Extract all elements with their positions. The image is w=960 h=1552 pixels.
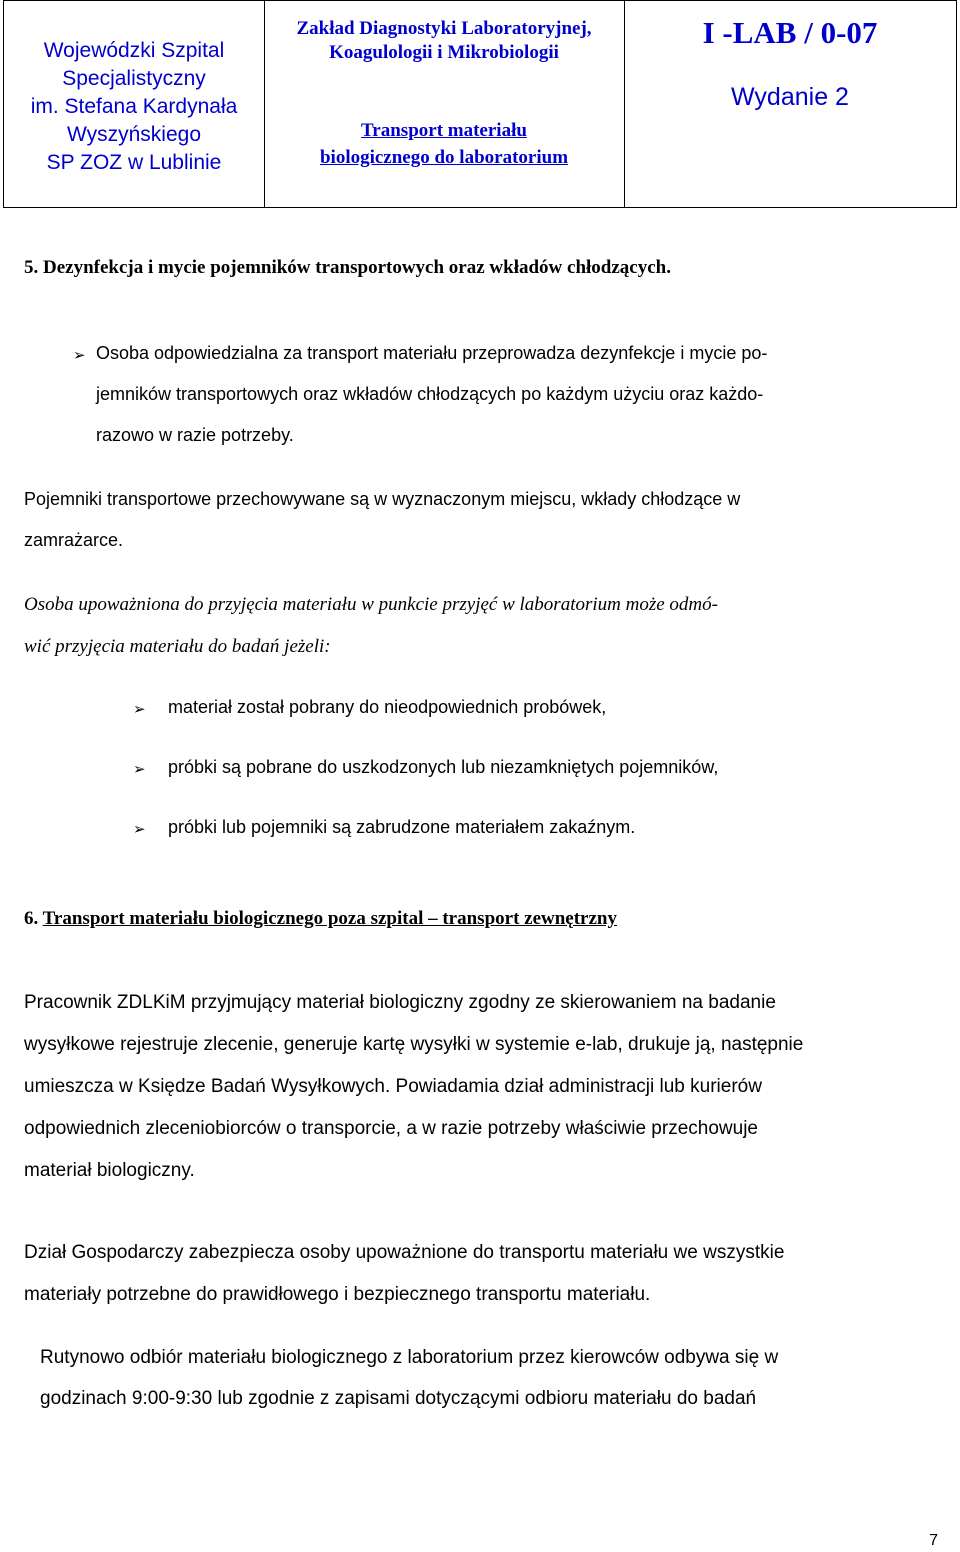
paragraph-line: Rutynowo odbiór materiału biologicznego z laboratorium przez kierowców odbywa się w <box>40 1347 779 1368</box>
paragraph-line: Dział Gospodarczy zabezpiecza osoby upoważnione do transportu materiału we wszystkie <box>24 1242 785 1263</box>
refusal-line: Osoba upoważniona do przyjęcia materiału w punkcie przyjęć w laboratorium może odmó- <box>24 594 718 615</box>
page-number: 7 <box>929 1532 938 1549</box>
refusal-item: próbki są pobrane do uszkodzonych lub niezamkniętych pojemników, <box>168 757 719 777</box>
section6-title: Transport materiału biologicznego poza szpital – transport zewnętrzny <box>42 908 617 929</box>
arrowhead-bullet-icon: ➢ <box>133 760 146 778</box>
bullet-line: jemników transportowych oraz wkładów chłodzących po każdym użyciu oraz każdo- <box>96 384 764 404</box>
paragraph-line: Pracownik ZDLKiM przyjmujący materiał biologiczny zgodny ze skierowaniem na badanie <box>24 992 776 1013</box>
hospital-line: Specjalistyczny <box>62 67 206 90</box>
department-cell <box>264 1 625 207</box>
edition: Wydanie 2 <box>731 83 849 111</box>
hospital-name <box>4 37 264 177</box>
hospital-cell <box>4 1 265 207</box>
hospital-line: Wyszyńskiego <box>66 123 202 146</box>
paragraph-line: odpowiednich zleceniobiorców o transporcie, a w razie potrzeby właściwie przechowuje <box>24 1118 758 1139</box>
document-title <box>264 117 624 171</box>
hospital-line: Wojewódzki Szpital <box>43 39 225 62</box>
refusal-line: wić przyjęcia materiału do badań jeżeli: <box>24 636 331 657</box>
arrowhead-bullet-icon: ➢ <box>73 346 86 364</box>
title-line: Transport materiału <box>361 120 527 141</box>
refusal-item: próbki lub pojemniki są zabrudzone materiałem zakaźnym. <box>168 817 636 837</box>
hospital-line: im. Stefana Kardynała <box>30 95 238 118</box>
bullet-line: razowo w razie potrzeby. <box>96 425 294 445</box>
document-code: I -LAB / 0-07 <box>702 15 878 50</box>
section5-heading: 5. Dezynfekcja i mycie pojemników transportowych oraz wkładów chłodzących. <box>24 257 671 278</box>
arrowhead-bullet-icon: ➢ <box>133 820 146 838</box>
storage-line: zamrażarce. <box>24 530 124 550</box>
refusal-item: materiał został pobrany do nieodpowiednich probówek, <box>168 697 607 717</box>
hospital-line: SP ZOZ w Lublinie <box>46 151 222 174</box>
department-line: Zakład Diagnostyki Laboratoryjnej, <box>296 18 592 39</box>
paragraph-line: materiały potrzebne do prawidłowego i bezpiecznego transportu materiału. <box>24 1284 651 1305</box>
title-line: biologicznego do laboratorium <box>319 147 569 168</box>
paragraph-line: umieszcza w Księdze Badań Wysyłkowych. Powiadamia dział administracji lub kurierów <box>24 1076 762 1097</box>
section6-heading <box>24 908 617 930</box>
paragraph-line: materiał biologiczny. <box>24 1160 195 1181</box>
document-header <box>3 0 957 208</box>
storage-line: Pojemniki transportowe przechowywane są w wyznaczonym miejscu, wkłady chłodzące w <box>24 489 741 509</box>
arrowhead-bullet-icon: ➢ <box>133 700 146 718</box>
department-line: Koagulologii i Mikrobiologii <box>329 42 559 63</box>
paragraph-line: wysyłkowe rejestruje zlecenie, generuje kartę wysyłki w systemie e-lab, drukuje ją, następnie <box>24 1034 804 1055</box>
code-cell <box>624 1 956 207</box>
bullet-line: Osoba odpowiedzialna za transport materiału przeprowadza dezynfekcje i mycie po- <box>96 343 768 363</box>
section6-number: 6. <box>24 908 43 929</box>
paragraph-line: godzinach 9:00-9:30 lub zgodnie z zapisami dotyczącymi odbioru materiału do badań <box>40 1388 757 1409</box>
department-name <box>264 17 624 65</box>
